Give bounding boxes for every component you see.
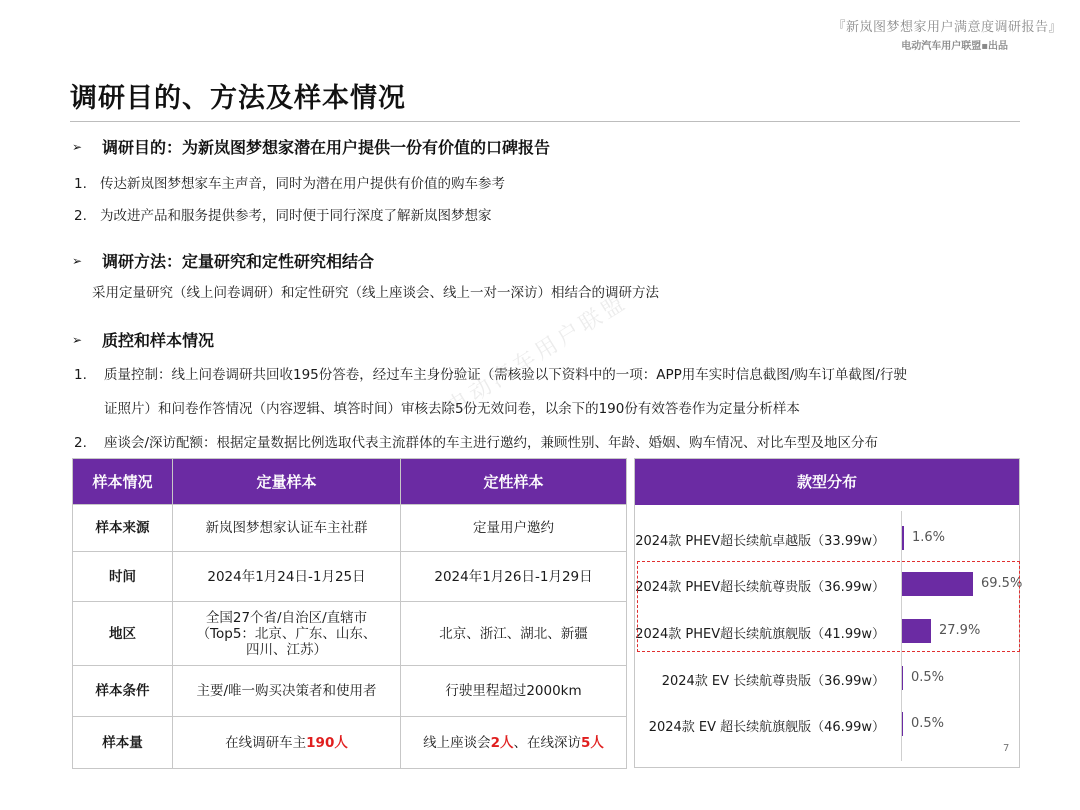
- page-title: 调研目的、方法及样本情况: [70, 83, 406, 114]
- share-bar: [902, 619, 931, 643]
- model-label: 2024款 PHEV超长续航卓越版（33.99w）: [635, 534, 885, 549]
- row-label: 样本来源: [73, 505, 173, 552]
- row-label: 样本条件: [73, 666, 173, 717]
- table-row: [73, 717, 627, 769]
- model-distribution-panel: [634, 458, 1023, 768]
- section-heading-text: 调研目的：为新岚图梦想家潜在用户提供一份有价值的口碑报告: [102, 138, 551, 157]
- table-header: 定性样本: [401, 459, 627, 505]
- section-quality-heading: [72, 328, 214, 351]
- model-row: [635, 569, 1023, 599]
- table-cell: 新岚图梦想家认证车主社群: [173, 505, 401, 552]
- arrow-bullet-icon: ➢: [72, 333, 83, 347]
- cell-text: 在线调研车主: [225, 734, 307, 751]
- publisher-label: 电动汽车用户联盟▪出品: [901, 41, 1008, 52]
- item-text: 传达新岚图梦想家车主声音，同时为潜在用户提供有价值的购车参考: [100, 176, 505, 192]
- highlight-count: 5人: [581, 734, 604, 751]
- cell-line: （Top5：北京、广东、山东、: [196, 625, 377, 642]
- highlight-count: 190人: [306, 734, 348, 751]
- model-row: [635, 709, 1019, 739]
- cell-text: 线上座谈会: [423, 734, 491, 751]
- item-text: 为改进产品和服务提供参考，同时便于同行深度了解新岚图梦想家: [100, 208, 492, 224]
- table-header: 定量样本: [173, 459, 401, 505]
- row-label: 样本量: [73, 717, 173, 769]
- highlight-count: 2人: [490, 734, 514, 751]
- sample-table: [72, 458, 627, 769]
- share-value: 69.5%: [981, 576, 1023, 591]
- table-row: [73, 666, 627, 717]
- cell-line: 全国27个省/自治区/直辖市: [205, 609, 368, 626]
- list-item: [74, 204, 492, 224]
- share-value: 1.6%: [912, 530, 946, 545]
- table-cell: 2024年1月26日-1月29日: [401, 552, 627, 602]
- row-label: 时间: [73, 552, 173, 602]
- model-label: 2024款 PHEV超长续航尊贵版（36.99w）: [635, 580, 885, 595]
- share-value: 0.5%: [911, 670, 945, 685]
- section-purpose-heading: [72, 135, 550, 158]
- method-text: 采用定量研究（线上问卷调研）和定性研究（线上座谈会、线上一对一深访）相结合的调研方法: [92, 285, 659, 301]
- table-row: [73, 505, 627, 552]
- arrow-bullet-icon: ➢: [72, 140, 83, 154]
- watermark: 电动汽车用户联盟: [442, 289, 633, 421]
- arrow-bullet-icon: ➢: [72, 254, 83, 268]
- model-row: [635, 663, 1019, 693]
- table-cell: [173, 717, 401, 769]
- share-bar: [902, 526, 904, 550]
- model-label: 2024款 EV 超长续航旗舰版（46.99w）: [648, 720, 885, 735]
- list-item: [74, 431, 878, 451]
- table-cell: 主要/唯一购买决策者和使用者: [173, 666, 401, 717]
- item-text: 座谈会/深访配额：根据定量数据比例选取代表主流群体的车主进行邀约，兼顾性别、年龄、婚姻、购车情况、对比车型及地区分布: [104, 435, 879, 451]
- share-value: 0.5%: [911, 716, 945, 731]
- list-item: [74, 172, 505, 192]
- table-cell: 定量用户邀约: [401, 505, 627, 552]
- item-number: 1.: [74, 176, 87, 192]
- share-bar: [902, 712, 903, 736]
- row-label: 地区: [73, 602, 173, 666]
- item-text: 质量控制：线上问卷调研共回收195份答卷，经过车主身份验证（需核验以下资料中的一项：APP用车实时信息截图/购车订单截图/行驶: [104, 367, 907, 383]
- table-cell: 2024年1月24日-1月25日: [173, 552, 401, 602]
- table-cell: 北京、浙江、湖北、新疆: [401, 602, 627, 666]
- item-number: 1.: [74, 367, 87, 383]
- report-title: 『新岚图梦想家用户满意度调研报告』: [832, 20, 1062, 35]
- page-number: 7: [1003, 743, 1010, 754]
- table-header-row: [73, 459, 627, 505]
- model-row: [635, 523, 1019, 553]
- item-number: 2.: [74, 208, 87, 224]
- list-item-continuation: 证照片）和问卷作答情况（内容逻辑、填答时间）审核去除5份无效问卷，以余下的190份有效答卷作为定量分析样本: [104, 401, 800, 417]
- table-cell: [173, 602, 401, 666]
- model-row: [635, 616, 1019, 646]
- title-divider: [70, 121, 1020, 122]
- section-method-heading: [72, 249, 374, 272]
- table-cell: [401, 717, 627, 769]
- share-bar: [902, 572, 973, 596]
- model-label: 2024款 EV 长续航尊贵版（36.99w）: [661, 674, 885, 689]
- panel-title: 款型分布: [635, 459, 1019, 505]
- table-row: [73, 552, 627, 602]
- cell-line: 四川、江苏）: [246, 641, 327, 658]
- section-heading-text: 调研方法：定量研究和定性研究相结合: [102, 252, 375, 271]
- table-row: [73, 602, 627, 666]
- item-number: 2.: [74, 435, 87, 451]
- share-value: 27.9%: [939, 623, 981, 638]
- cell-text: 、在线深访: [513, 734, 581, 751]
- model-label: 2024款 PHEV超长续航旗舰版（41.99w）: [635, 627, 885, 642]
- section-heading-text: 质控和样本情况: [102, 331, 215, 350]
- table-cell: 行驶里程超过2000km: [401, 666, 627, 717]
- table-header: 样本情况: [73, 459, 173, 505]
- list-item: [74, 363, 907, 383]
- share-bar: [902, 666, 903, 690]
